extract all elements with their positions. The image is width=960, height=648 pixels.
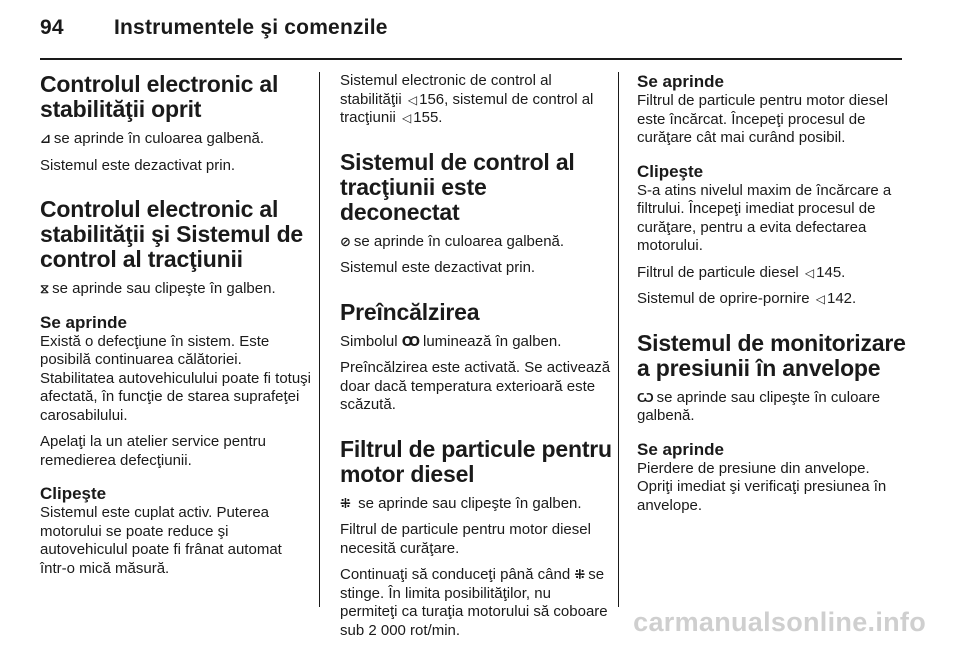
paragraph: ⊿ se aprinde în culoarea galbenă.: [40, 130, 265, 147]
esc-off-icon: ⊿: [40, 131, 51, 146]
paragraph: Sistemul electronic de control al stabilităţii ◁ 156, sistemul de control al tracţiunii ◁ 155.: [340, 72, 594, 126]
header-rule: [40, 58, 902, 60]
section-title-esc-off: Controlul electronic al stabilităţii oprit: [40, 71, 279, 122]
section-title-preheat: Preîncălzirea: [340, 298, 480, 325]
paragraph: Filtrul de particule pentru motor diesel este încărcat. Începeţi procesul de curăţare cât mai curând posibil.: [637, 92, 888, 146]
paragraph: S-a atins nivelul maxim de încărcare a filtrului. Începeţi imediat procesul de curăţare, pentru a evita defectarea motorului.: [637, 181, 892, 254]
tyre-pressure-icon: Ѡ: [637, 389, 654, 405]
reference-arrow-icon: ◁: [407, 92, 418, 107]
column-1: [40, 72, 312, 586]
subheading-flashes: Clipeşte: [40, 484, 107, 503]
paragraph: Apelaţi la un atelier service pentru remedierea defecţiunii.: [40, 433, 266, 469]
section-title-esc-tc: Controlul electronic al stabilităţii şi Sistemul de control al tracţiunii: [40, 196, 304, 272]
watermark: carmanualsonline.info: [633, 607, 926, 637]
column-divider: [618, 72, 619, 607]
paragraph: Ѡ se aprinde sau clipeşte în culoare galbenă.: [637, 388, 881, 424]
paragraph: Există o defecţiune în sistem. Este posibilă continuarea călătoriei. Stabilitatea autovehiculului poate fi totuşi afectată, în funcţie de starea suprafeţei carosabilului.: [40, 332, 312, 424]
column-2: [340, 72, 612, 648]
column-3: [637, 72, 909, 523]
section-title-tpms: Sistemul de monitorizare a presiunii în anvelope: [637, 329, 906, 381]
paragraph: Filtrul de particule diesel ◁ 145.: [637, 263, 846, 281]
paragraph: ⧖ se aprinde sau clipeşte în galben.: [40, 280, 276, 297]
page-heading: Instrumentele şi comenzile: [114, 16, 388, 39]
section-title-tc-off: Sistemul de control al tracţiunii este deconectat: [340, 148, 575, 225]
tc-off-icon: ⊘: [340, 233, 351, 249]
paragraph: ⁜ se aprinde sau clipeşte în galben.: [340, 494, 582, 512]
paragraph: ⊘ se aprinde în culoarea galbenă.: [340, 232, 565, 250]
esc-tc-icon: ⧖: [40, 281, 50, 296]
column-divider: [319, 72, 320, 607]
subheading-flashes: Clipeşte: [637, 161, 704, 181]
paragraph: Pierdere de presiune din anvelope. Opriţi imediat şi verificaţi presiunea în anvelope.: [637, 459, 887, 514]
paragraph: Filtrul de particule pentru motor diesel necesită curăţare.: [340, 521, 591, 557]
preheat-coil-icon: Ꝏ: [401, 333, 420, 349]
subheading-lights: Se aprinde: [637, 439, 724, 459]
subheading-lights: Se aprinde: [637, 72, 724, 91]
paragraph: Preîncălzirea este activată. Se activează doar dacă temperatura exterioară este scăzută.: [340, 359, 611, 413]
paragraph: Continuaţi să conduceţi până când ⁜ se stinge. În limita posibilităţilor, nu permiteţi ca turaţia motorului să coboare sub 2 000 rot/min.: [340, 566, 608, 639]
reference-arrow-icon: ◁: [402, 111, 412, 125]
paragraph: Simbolul Ꝏ luminează în galben.: [340, 332, 562, 350]
subheading-lights: Se aprinde: [40, 312, 127, 332]
particle-filter-icon: ⁜: [340, 495, 351, 511]
section-title-dpf: Filtrul de particule pentru motor diesel: [340, 435, 612, 487]
particle-filter-icon: ⁜: [574, 567, 586, 582]
reference-arrow-icon: ◁: [815, 292, 825, 306]
page-number: 94: [40, 16, 64, 39]
paragraph: Sistemul este cuplat activ. Puterea motorului se poate reduce şi autovehiculul poate fi frânat automat într-o mică măsură.: [40, 504, 282, 577]
reference-arrow-icon: ◁: [804, 265, 815, 280]
paragraph: Sistemul de oprire-pornire ◁ 142.: [637, 290, 857, 307]
page-header: [40, 16, 902, 56]
paragraph: Sistemul este dezactivat prin.: [340, 259, 536, 276]
paragraph: Sistemul este dezactivat prin.: [40, 156, 236, 174]
